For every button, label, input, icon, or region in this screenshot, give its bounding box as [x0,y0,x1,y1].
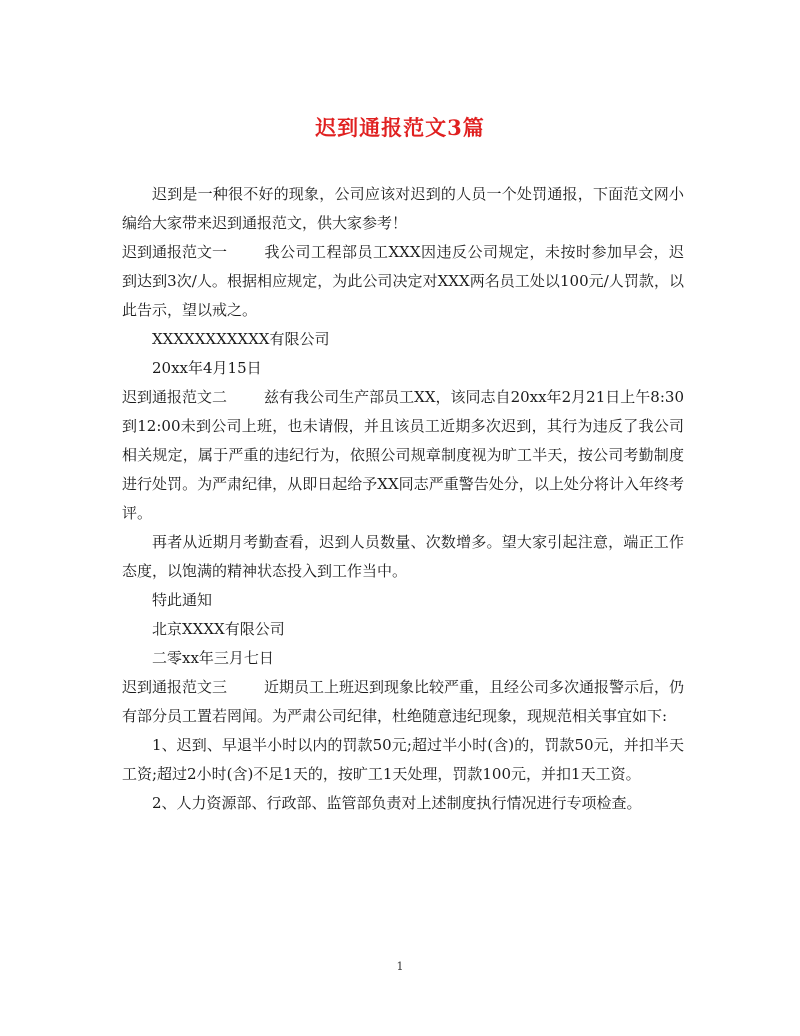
sample1-date: 20xx年4月15日 [152,359,262,377]
document-title: 迟到通报范文3篇 [315,115,485,140]
sample2-date: 二零xx年三月七日 [152,649,274,667]
sample3-item-1: 1、迟到、早退半小时以内的罚款50元;超过半小时(含)的，罚款50元，并扣半天工资;超过2小时(含)不足1天的，按旷工1天处理，罚款100元，并扣1天工资。 [122,736,684,783]
sample2-text: 兹有我公司生产部员工XX，该同志自20xx年2月21日上午8:30到12:00未到公司上班，也未请假，并且该员工近期多次迟到，其行为违反了我公司相关规定，属于严重的违纪行为，依照公司规章制度视为旷工半天，按公司考勤制度进行处罚。为严肃纪律，从即日起给予XX同志严重警告处分，以上处分将计入年终考评。 [122,388,684,522]
sample1-paragraph [122,238,684,325]
document-body [122,180,684,818]
sample3-text: 近期员工上班迟到现象比较严重，且经公司多次通报警示后，仍有部分员工置若罔闻。为严肃公司纪律，杜绝随意违纪现象，现规范相关事宜如下: [122,678,685,725]
sample1-company: XXXXXXXXXXX有限公司 [152,330,330,348]
sample2-company: 北京XXXX有限公司 [152,620,285,638]
sample3-paragraph [122,673,684,731]
page-number: 1 [396,960,404,973]
sample2-paragraph-2: 再者从近期月考勤查看，迟到人员数量、次数增多。望大家引起注意，端正工作态度，以饱满的精神状态投入到工作当中。 [122,533,684,580]
sample1-text: 我公司工程部员工XXX因违反公司规定，未按时参加早会，迟到达到3次/人。根据相应规定，为此公司决定对XXX两名员工处以100元/人罚款，以此告示，望以戒之。 [122,243,684,319]
sample2-notice: 特此通知 [152,591,213,609]
sample1-label: 迟到通报范文一 [122,243,228,261]
sample2-paragraph [122,383,684,528]
sample2-label: 迟到通报范文二 [122,388,228,406]
intro-paragraph: 迟到是一种很不好的现象，公司应该对迟到的人员一个处罚通报，下面范文网小编给大家带来迟到通报范文，供大家参考！ [122,185,684,232]
sample3-label: 迟到通报范文三 [122,678,228,696]
sample3-item-2: 2、人力资源部、行政部、监管部负责对上述制度执行情况进行专项检查。 [152,794,642,812]
